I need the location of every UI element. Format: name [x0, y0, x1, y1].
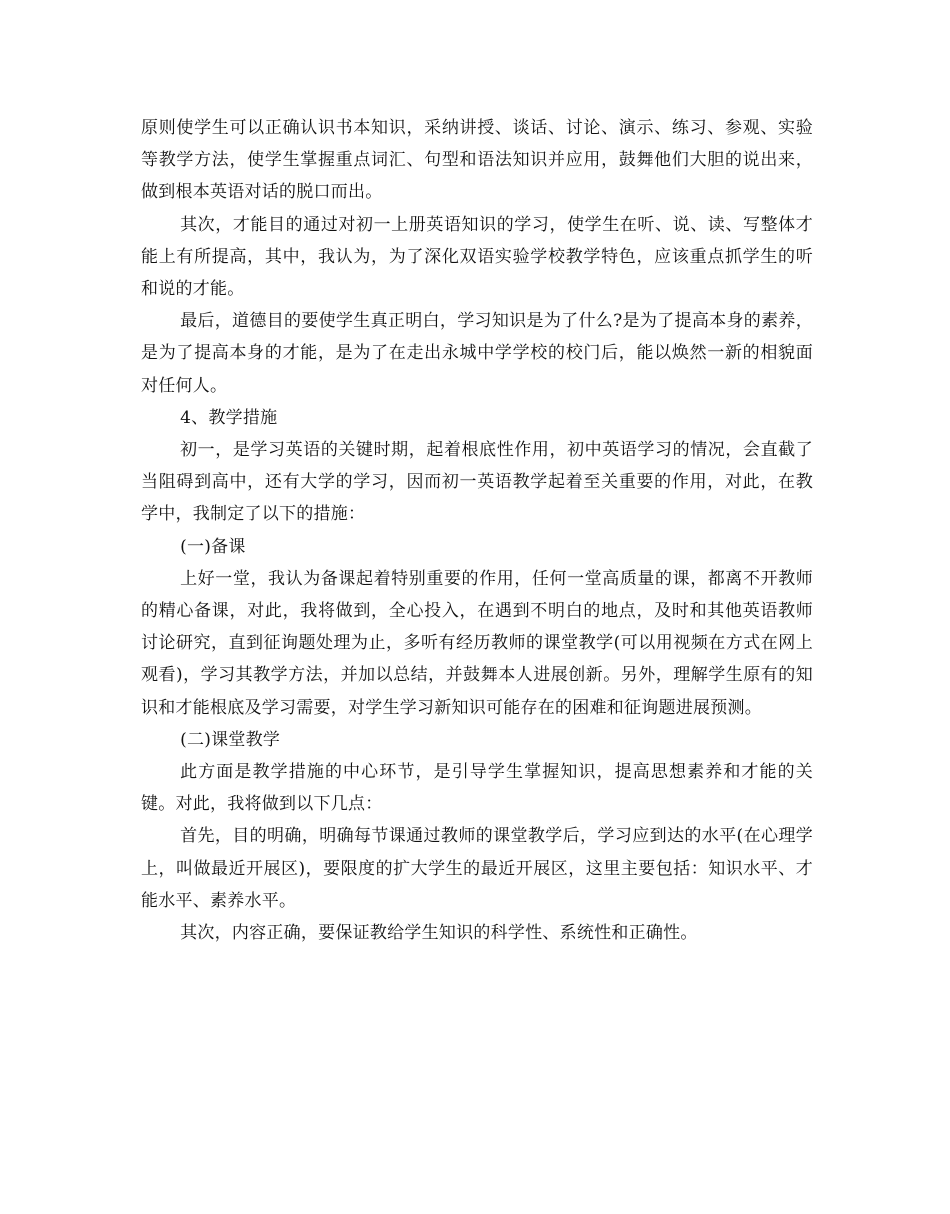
paragraph: 最后，道德目的要使学生真正明白，学习知识是为了什么?是为了提高本身的素养，是为了提高本身的才能，是为了在走出永城中学学校的校门后，能以焕然一新的相貌面对任何人。 — [141, 311, 813, 396]
paragraph: 上好一堂，我认为备课起着特别重要的作用，任何一堂高质量的课，都离不开教师的精心备课，对此，我将做到，全心投入，在遇到不明白的地点，及时和其他英语教师讨论研究，直到征询题处理为止，多听有经历教师的课堂教学(可以用视频在方式在网上观看)，学习其教学方法，并加以总结，并鼓舞本人进展创新。另外，理解学生原有的知识和才能根底及学习需要，对学生学习新知识可能存在的困难和征询题进展预测。 — [141, 568, 813, 718]
paragraph: 其次，内容正确，要保证教给学生知识的科学性、系统性和正确性。 — [180, 923, 698, 944]
document-body — [141, 112, 813, 949]
subsection-heading: (二)课堂教学 — [180, 729, 281, 750]
section-heading: 4、教学措施 — [180, 407, 278, 428]
paragraph: 首先，目的明确，明确每节课通过教师的课堂教学后，学习应到达的水平(在心理学上，叫做最近开展区)，要限度的扩大学生的最近开展区，这里主要包括：知识水平、才能水平、素养水平。 — [141, 826, 813, 911]
subsection-heading: (一)备课 — [180, 536, 246, 557]
paragraph: 初一，是学习英语的关键时期，起着根底性作用，初中英语学习的情况，会直截了当阻碍到高中，还有大学的学习，因而初一英语教学起着至关重要的作用，对此，在教学中，我制定了以下的措施： — [141, 440, 813, 525]
paragraph: 其次，才能目的通过对初一上册英语知识的学习，使学生在听、说、读、写整体才能上有所提高，其中，我认为，为了深化双语实验学校教学特色，应该重点抓学生的听和说的才能。 — [141, 214, 813, 300]
paragraph: 原则使学生可以正确认识书本知识，采纳讲授、谈话、讨论、演示、练习、参观、实验等教学方法，使学生掌握重点词汇、句型和语法知识并应用，鼓舞他们大胆的说出来，做到根本英语对话的脱口而出。 — [141, 118, 813, 203]
paragraph: 此方面是教学措施的中心环节，是引导学生掌握知识，提高思想素养和才能的关键。对此，我将做到以下几点： — [141, 762, 813, 815]
